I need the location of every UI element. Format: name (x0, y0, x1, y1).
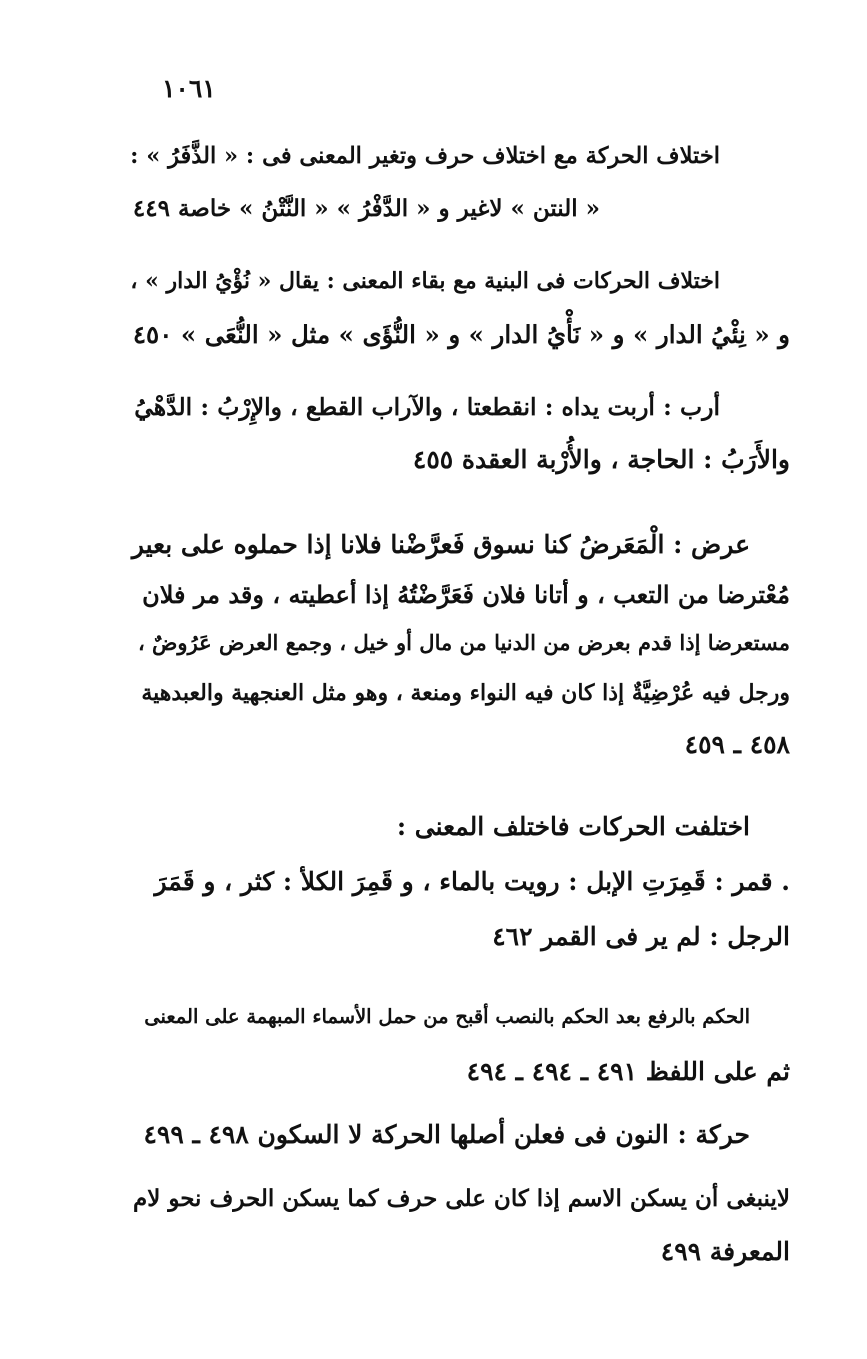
entry-line: عرض : الْمَعَرضُ كنا نسوق فَعرَّضْنا فلانا إذا حملوه على بعير (131, 530, 750, 559)
index-entry (130, 1005, 790, 1095)
entry-line: و « نِئْيُ الدار » و « نَأْيُ الدار » و « النُّؤَى » مثل « النُّعَى » ٤٥٠ (132, 320, 790, 349)
entry-line: أرب : أربت يداه : انقطعتا ، والآراب القطع ، والإِرْبُ : الدَّهْيُ (134, 393, 720, 421)
entry-line: ثم على اللفظ ٤٩١ ـ ٤٩٤ ـ ٤٩٤ (466, 1057, 790, 1086)
entry-line: ورجل فيه عُرْضِيَّةٌ إذا كان فيه النواء ومنعة ، وهو مثل العنجهية والعبدهية (141, 680, 790, 706)
entry-line: ٤٥٨ ـ ٤٥٩ (684, 730, 790, 759)
entry-line: حركة : النون فى فعلن أصلها الحركة لا السكون ٤٩٨ ـ ٤٩٩ (143, 1120, 750, 1149)
page-number: ١٠٦١ (162, 74, 216, 103)
index-entry (130, 1120, 790, 1160)
index-entry (130, 812, 790, 962)
index-entry (130, 1185, 790, 1275)
index-entry (130, 143, 790, 233)
index-entry (130, 530, 790, 770)
entry-line: الحكم بالرفع بعد الحكم بالنصب أقبح من حمل الأسماء المبهمة على المعنى (144, 1005, 750, 1028)
entry-line: اختلفت الحركات فاختلف المعنى : (396, 812, 750, 841)
entry-line: الرجل : لم ير فى القمر ٤٦٢ (492, 922, 790, 951)
entry-line: المعرفة ٤٩٩ (660, 1237, 790, 1266)
entry-line: لاينبغى أن يسكن الاسم إذا كان على حرف كما يسكن الحرف نحو لام (132, 1185, 790, 1212)
entry-line: مُعْترضا من التعب ، و أتانا فلان فَعَرَّضْتُهُ إذا أعطيته ، وقد مر فلان (142, 580, 790, 609)
index-entry (130, 268, 790, 358)
index-entry (130, 393, 790, 483)
entry-line: « النتن » لاغير و « الدَّفْرُ » « النَّتْنُ » خاصة ٤٤٩ (132, 195, 600, 222)
entry-line: . قمر : قَمِرَتِ الإبل : رويت بالماء ، و قَمِرَ الكلأ : كثر ، و قَمَرَ (154, 867, 790, 896)
entry-line: مستعرضا إذا قدم بعرض من الدنيا من مال أو خيل ، وجمع العرض عَرُوضٌ ، (137, 630, 790, 655)
entry-line: اختلاف الحركات فى البنية مع بقاء المعنى : يقال « نُؤْيُ الدار » ، (130, 268, 720, 294)
entry-line: والأَرَبُ : الحاجة ، والأُرْبة العقدة ٤٥٥ (412, 445, 790, 474)
entry-line: اختلاف الحركة مع اختلاف حرف وتغير المعنى فى : « الذَّفَرُ » : (130, 143, 720, 169)
